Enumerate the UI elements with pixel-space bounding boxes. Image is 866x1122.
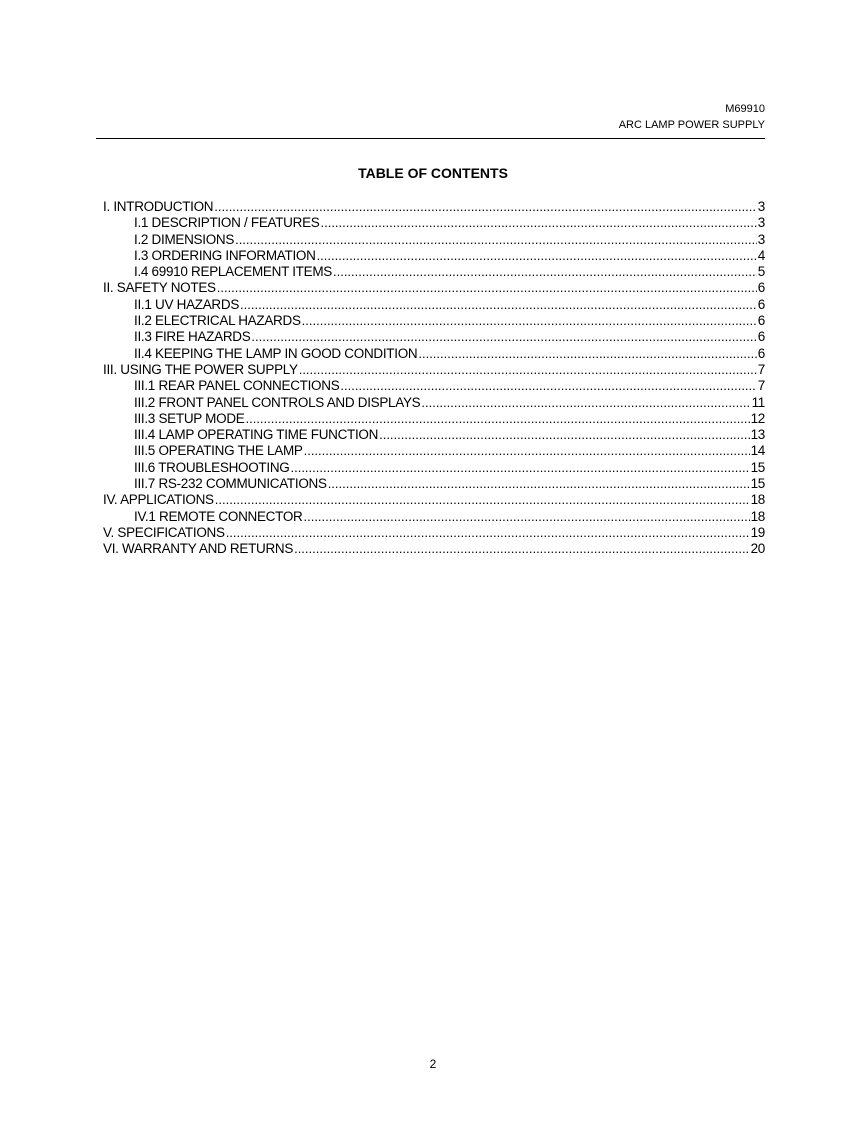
toc-dot-leader	[304, 443, 750, 459]
header-divider	[96, 138, 765, 139]
toc-dot-leader	[240, 297, 757, 313]
toc-entry	[103, 427, 765, 443]
toc-dot-leader	[340, 378, 756, 394]
toc-entry	[103, 215, 765, 231]
toc-entry	[103, 395, 765, 411]
toc-entry-page: 18	[750, 508, 765, 524]
toc-entry-page: 7	[757, 378, 765, 394]
toc-dot-leader	[217, 280, 757, 296]
toc-entry	[103, 378, 765, 394]
page-number: 2	[429, 1057, 437, 1071]
toc-entry-label: II.2 ELECTRICAL HAZARDS	[134, 313, 301, 329]
toc-entry	[103, 297, 765, 313]
toc-dot-leader	[251, 329, 756, 345]
toc-entry-page: 18	[750, 492, 765, 508]
toc-entry-page: 4	[757, 247, 765, 263]
toc-entry-page: 6	[757, 345, 765, 361]
toc-entry	[103, 329, 765, 345]
toc-entry-page: 15	[750, 459, 765, 475]
page-header	[619, 101, 765, 133]
toc-entry-label: I. INTRODUCTION	[103, 199, 214, 214]
table-of-contents	[103, 199, 765, 558]
toc-dot-leader	[320, 215, 756, 231]
toc-entry-label: VI. WARRANTY AND RETURNS	[103, 541, 294, 557]
toc-entry-label: V. SPECIFICATIONS	[103, 524, 225, 540]
toc-entry-label: III.1 REAR PANEL CONNECTIONS	[134, 378, 340, 394]
toc-entry	[103, 248, 765, 264]
toc-entry-page: 15	[750, 476, 765, 492]
toc-entry	[103, 199, 765, 215]
toc-entry	[103, 346, 765, 362]
toc-title: TABLE OF CONTENTS	[358, 165, 508, 181]
toc-entry	[103, 460, 765, 476]
toc-dot-leader	[328, 476, 750, 492]
toc-dot-leader	[290, 460, 749, 476]
toc-dot-leader	[302, 313, 757, 329]
toc-entry-page: 6	[757, 329, 765, 345]
toc-dot-leader	[214, 199, 757, 215]
toc-dot-leader	[226, 525, 750, 541]
toc-entry-page: 20	[750, 541, 765, 557]
toc-entry-page: 3	[757, 215, 765, 231]
toc-entry	[103, 411, 765, 427]
toc-entry-page: 5	[757, 264, 765, 280]
toc-entry	[103, 362, 765, 378]
toc-entry-label: IV. APPLICATIONS	[103, 492, 214, 508]
toc-entry	[103, 492, 765, 508]
toc-entry-page: 11	[751, 394, 765, 410]
toc-entry-page: 19	[750, 524, 765, 540]
toc-entry-page: 6	[757, 280, 765, 296]
toc-entry	[103, 541, 765, 557]
toc-entry-page: 12	[750, 410, 765, 426]
toc-dot-leader	[317, 248, 757, 264]
toc-entry-label: I.3 ORDERING INFORMATION	[134, 247, 316, 263]
toc-entry-label: III.2 FRONT PANEL CONTROLS AND DISPLAYS	[134, 394, 421, 410]
toc-dot-leader	[245, 411, 749, 427]
toc-entry-label: III. USING THE POWER SUPPLY	[103, 361, 298, 377]
toc-entry-label: I.1 DESCRIPTION / FEATURES	[134, 215, 320, 231]
toc-dot-leader	[333, 264, 757, 280]
toc-dot-leader	[235, 232, 757, 248]
toc-entry-label: II.1 UV HAZARDS	[134, 296, 240, 312]
toc-entry	[103, 525, 765, 541]
toc-entry	[103, 476, 765, 492]
toc-dot-leader	[294, 541, 750, 557]
product-name: ARC LAMP POWER SUPPLY	[618, 119, 765, 131]
toc-entry-page: 14	[750, 443, 765, 459]
toc-entry-label: I.4 69910 REPLACEMENT ITEMS	[134, 264, 332, 280]
toc-entry	[103, 443, 765, 459]
toc-dot-leader	[299, 362, 757, 378]
toc-entry-page: 3	[757, 231, 765, 247]
toc-entry-label: IV.1 REMOTE CONNECTOR	[134, 508, 303, 524]
toc-dot-leader	[379, 427, 749, 443]
toc-entry-label: II.4 KEEPING THE LAMP IN GOOD CONDITION	[134, 345, 418, 361]
toc-entry-label: III.7 RS-232 COMMUNICATIONS	[134, 476, 327, 492]
toc-entry-label: II. SAFETY NOTES	[103, 280, 216, 296]
toc-entry	[103, 280, 765, 296]
toc-entry-page: 3	[757, 199, 765, 214]
toc-entry-label: III.4 LAMP OPERATING TIME FUNCTION	[134, 427, 379, 443]
toc-entry	[103, 264, 765, 280]
toc-entry-label: II.3 FIRE HAZARDS	[134, 329, 251, 345]
toc-dot-leader	[421, 395, 750, 411]
toc-entry-page: 6	[757, 313, 765, 329]
toc-entry-page: 13	[750, 427, 765, 443]
toc-entry-label: III.6 TROUBLESHOOTING	[134, 459, 290, 475]
toc-entry-label: I.2 DIMENSIONS	[134, 231, 235, 247]
toc-dot-leader	[215, 492, 750, 508]
toc-entry	[103, 509, 765, 525]
model-number: M69910	[725, 103, 765, 115]
toc-entry-label: III.5 OPERATING THE LAMP	[134, 443, 303, 459]
toc-entry	[103, 232, 765, 248]
toc-entry-page: 7	[757, 361, 765, 377]
toc-entry-page: 6	[757, 296, 765, 312]
toc-entry-label: III.3 SETUP MODE	[134, 410, 245, 426]
toc-dot-leader	[303, 509, 749, 525]
toc-entry	[103, 313, 765, 329]
toc-dot-leader	[418, 346, 756, 362]
